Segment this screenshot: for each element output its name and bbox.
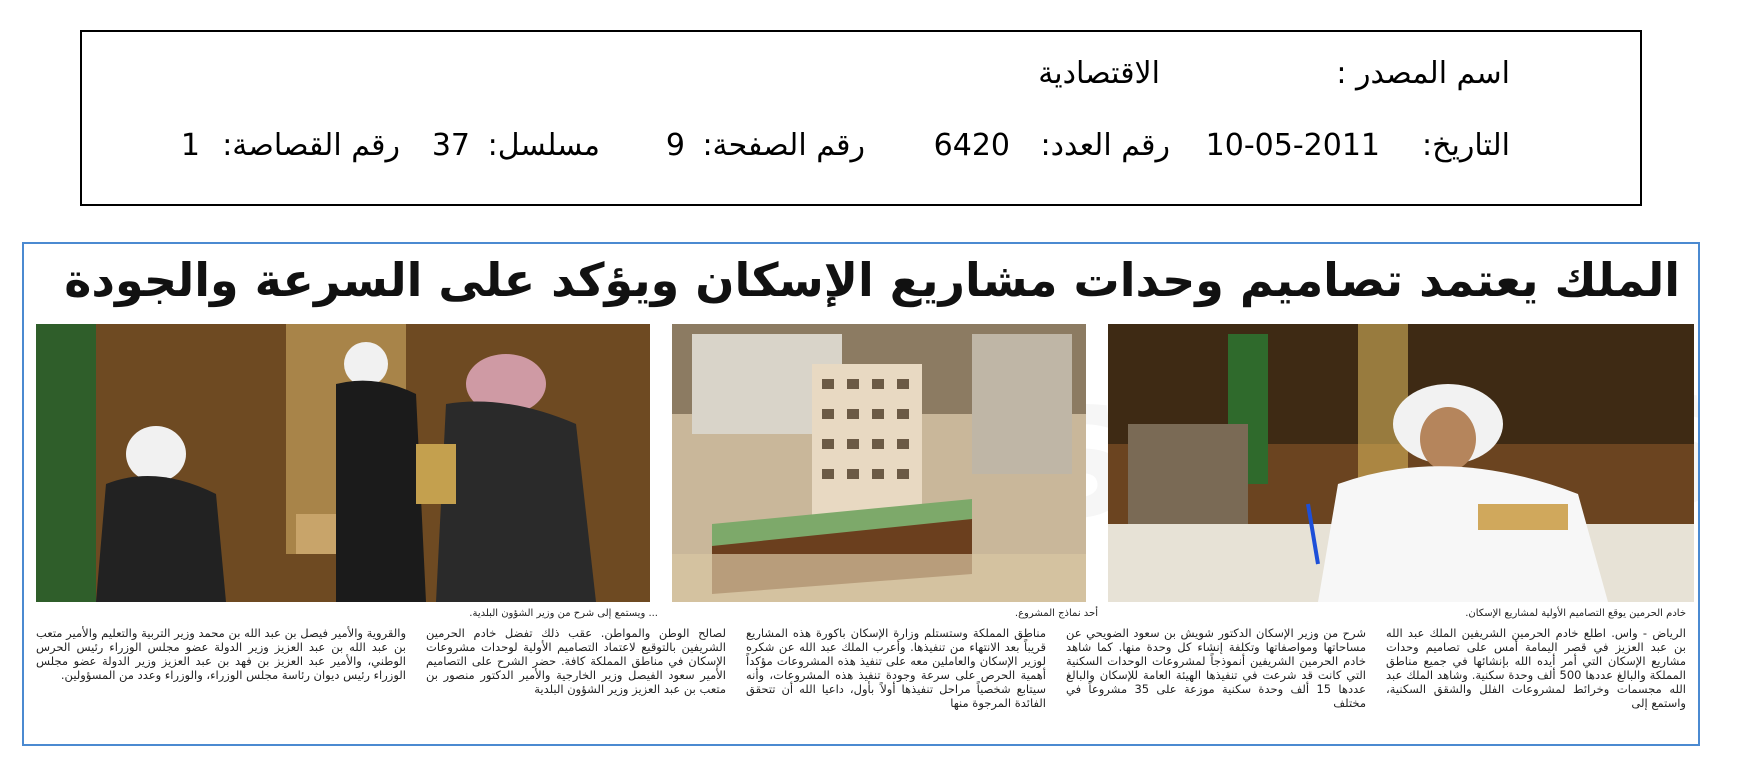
source-name-row [82,56,1640,96]
article-column-1 [1386,626,1686,738]
caption-king-signing: خادم الحرمين يوقع التصاميم الأولية لمشاريع الإسكان. [1465,608,1686,619]
serial-label: مسلسل: [487,128,600,163]
article-column-2 [1066,626,1366,738]
article-column-3-text: مناطق المملكة وستستلم وزارة الإسكان باكورة هذه المشاريع قريباً بعد الانتهاء من تنفيذها. وأعرب الملك عبد الله عن شكره لوزير الإسكان والعاملين معه على تنفيذ هذه المشروعات مؤكداً أهمية الحرص على سرعة وجودة تنفيذ هذه المشروعات، وأنه سيتابع شخصياً مراحل تنفيذها أولاً بأول، داعيا الله أن تتحقق الفائدة المرجوة منها [746,626,1046,710]
article-column-5 [36,626,406,738]
source-info-box [80,30,1642,206]
caption-building-model: أحد نماذج المشروع. [1014,608,1098,619]
page-value: 9 [665,128,685,163]
source-name-value: الاقتصادية [1038,56,1160,91]
clip-number-label: رقم القصاصة: [222,128,400,163]
date-value: 10-05-2011 [1205,128,1380,163]
article-column-5-text: والقروية والأمير فيصل بن عبد الله بن محمد وزير التربية والتعليم والأمير متعب بن عبد الله بن عبد العزيز وزير الدولة عضو مجلس الوزراء رئيس الحرس الوطني، والأمير عبد العزيز بن فهد بن عبد العزيز وزير الدولة عضو مجلس الوزراء رئيس ديوان رئاسة مجلس الوزراء، والوزراء وعدد من المسؤولين. [36,626,406,682]
article-column-1-text: الرياض - واس. اطلع خادم الحرمين الشريفين الملك عبد الله بن عبد العزيز في قصر اليمامة أمس على تصاميم وحدات مشاريع الإسكان التي أمر أيده الله بإنشائها في جميع مناطق المملكة والبالغ عددها 500 ألف وحدة سكنية. وشاهد الملك عبد الله مجسمات وخرائط لمشروعات الفلل والشقق السكنية، واستمع إلى [1386,626,1686,710]
article-column-3 [746,626,1046,738]
serial-value: 37 [431,128,470,163]
source-details-row [82,128,1640,168]
page-label: رقم الصفحة: [702,128,865,163]
photo-king-signing [1108,324,1694,602]
caption-king-listening: ... ويستمع إلى شرح من وزير الشؤون البلدية. [469,608,658,619]
photo-building-model [672,324,1086,602]
issue-label: رقم العدد: [1040,128,1170,163]
date-label: التاريخ: [1422,128,1510,163]
newspaper-clipping [22,242,1700,746]
article-column-4 [426,626,726,738]
article-column-4-text: لصالح الوطن والمواطن. عقب ذلك تفضل خادم الحرمين الشريفين بالتوقيع لاعتماد التصاميم الأولية لوحدات مشروعات الإسكان في مناطق المملكة كافة. حضر الشرح على التصاميم الأمير سعود الفيصل وزير الخارجية والأمير الدكتور منصور بن متعب بن عبد العزيز وزير الشؤون البلدية [426,626,726,696]
issue-value: 6420 [933,128,1010,163]
article-headline: الملك يعتمد تصاميم وحدات مشاريع الإسكان ويؤكد على السرعة والجودة [64,253,1680,307]
photo-king-listening [36,324,650,602]
clip-number-value: 1 [180,128,200,163]
source-name-label: اسم المصدر : [1336,56,1510,91]
article-column-2-text: شرح من وزير الإسكان الدكتور شويش بن سعود الضويحي عن مساحاتها ومواصفاتها وتكلفة إنشاء كل وحدة منها. كما شاهد خادم الحرمين الشريفين أنموذجاً لمشروعات الوحدات السكنية التي كانت قد شرعت في تنفيذها الهيئة العامة للإسكان والبالغ عددها 15 ألف وحدة سكنية موزعة على 35 مشروعاً في مختلف [1066,626,1366,710]
